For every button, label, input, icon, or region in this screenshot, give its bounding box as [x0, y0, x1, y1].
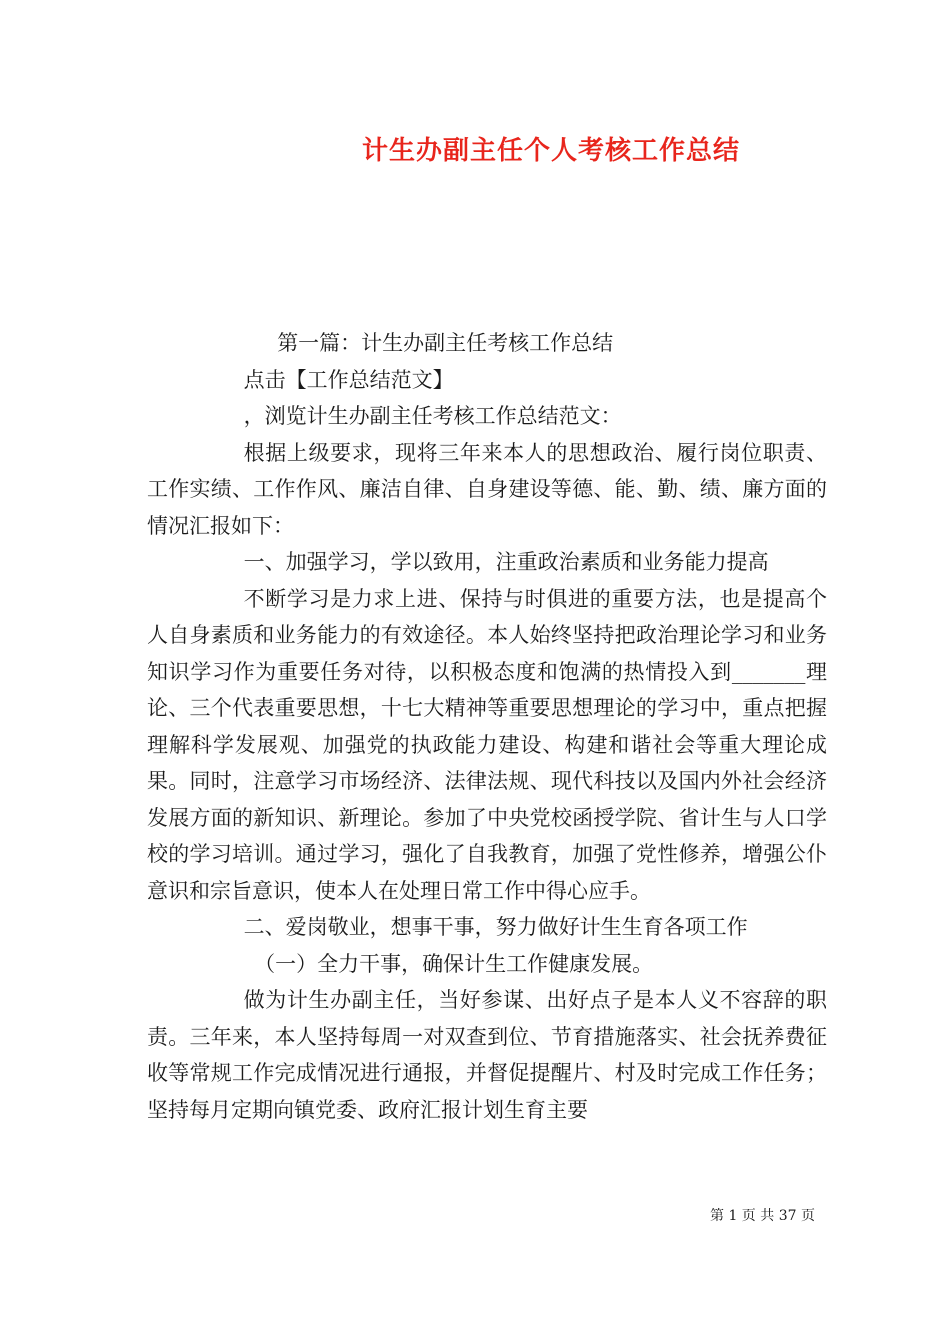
paragraph: （一）全力干事，确保计生工作健康发展。	[254, 951, 654, 976]
page-number: 第 1 页 共 37 页	[710, 1208, 815, 1224]
paragraph: 点击【工作总结范文】	[243, 367, 454, 392]
document-body	[147, 325, 827, 1128]
section-heading: 第一篇：计生办副主任考核工作总结	[277, 331, 614, 355]
paragraph: 一、加强学习，学以致用，注重政治素质和业务能力提高	[243, 550, 769, 574]
paragraph: 做为计生办副主任，当好参谋、出好点子是本人义不容辞的职责。三年来，本人坚持每周一对双查到位、节育措施落实、社会抚养费征收等常规工作完成情况进行通报，并督促提醒片、村及时完成工作任务；坚持每月定期向镇党委、政府汇报计划生育主要	[147, 988, 827, 1122]
paragraph: 二、爱岗敬业，想事干事，努力做好计生生育各项工作	[243, 915, 748, 939]
paragraph: 根据上级要求，现将三年来本人的思想政治、履行岗位职责、工作实绩、工作作风、廉洁自律、自身建设等德、能、勤、绩、廉方面的情况汇报如下：	[147, 440, 827, 538]
paragraph: ，浏览计生办副主任考核工作总结范文：	[243, 404, 622, 428]
paragraph: 不断学习是力求上进、保持与时俱进的重要方法，也是提高个人自身素质和业务能力的有效途径。本人始终坚持把政治理论学习和业务知识学习作为重要任务对待，以积极态度和饱满的热情投入到_______理论、三个代表重要思想，十七大精神等重要思想理论的学习中，重点把握理解科学发展观、加强党的执政能力建设、构建和谐社会等重大理论成果。同时，注意学习市场经济、法律法规、现代科技以及国内外社会经济发展方面的新知识、新理论。参加了中央党校函授学院、省计生与人口学校的学习培训。通过学习，强化了自我教育，加强了党性修养，增强公仆意识和宗旨意识，使本人在处理日常工作中得心应手。	[147, 586, 827, 903]
document-title: 计生办副主任个人考核工作总结	[361, 136, 740, 166]
